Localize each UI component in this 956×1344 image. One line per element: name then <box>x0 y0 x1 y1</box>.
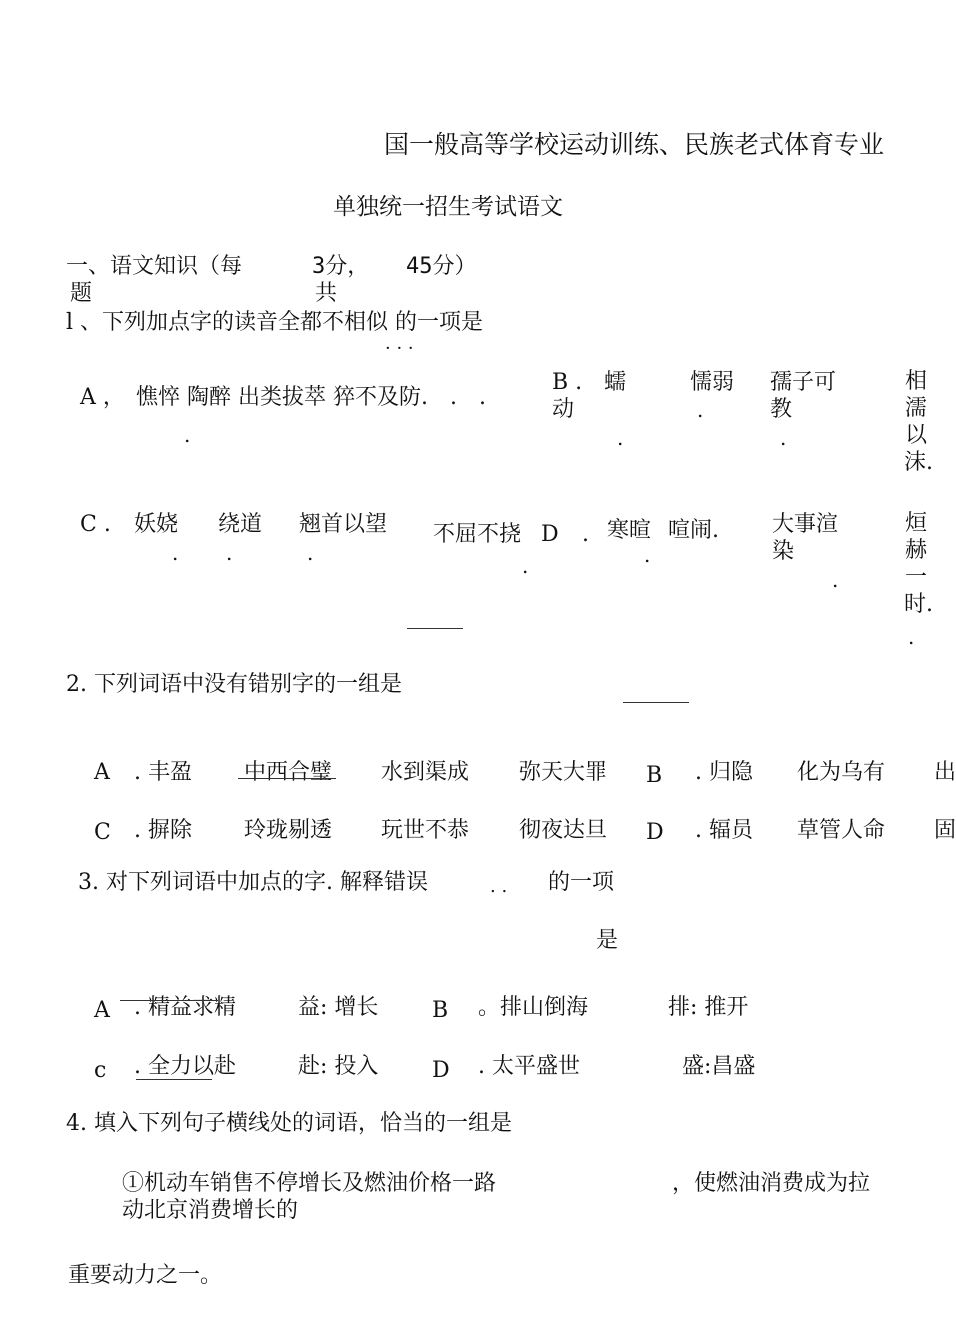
q1-option-b-vertical-word: 相濡以沫. <box>904 369 933 475</box>
q3-stem-dots: . . <box>490 876 508 897</box>
q1-option-c-word1: 妖娆 <box>134 512 179 537</box>
q3-option-b-label: B <box>432 998 449 1023</box>
section-heading: 一、语文知识（每 <box>66 254 243 279</box>
q4-item1-line2: 动北京消费增长的 <box>122 1198 299 1223</box>
q3-option-a-word: . 精益求精 <box>134 995 236 1020</box>
q3-option-d-label: D <box>432 1058 450 1083</box>
q1-option-b-word3: 孺子可 <box>770 370 837 395</box>
emphasis-dot: . <box>644 543 651 567</box>
q2-option-d-word2: 草管人命 <box>797 818 886 843</box>
q1-option-d-word3-cont: 染 <box>772 539 795 564</box>
q2-option-a-word3: 水到渠成 <box>381 760 470 785</box>
q2-option-d-label: D <box>646 820 664 845</box>
answer-blank-line <box>407 628 463 629</box>
section-heading-sub-ti: 题 <box>70 281 93 306</box>
emphasis-dot: . <box>184 423 191 447</box>
q2-option-b-label: B <box>646 763 663 788</box>
section-heading-sub-gong: 共 <box>315 281 338 306</box>
emphasis-dot: . <box>522 554 529 578</box>
q2-option-a-label: A <box>94 760 110 785</box>
section-heading-points: 3分， <box>312 254 370 279</box>
q1-option-d-word1: 寒暄 <box>607 518 652 543</box>
strike-mark <box>238 778 336 779</box>
q2-option-c-label: C <box>94 820 111 845</box>
q1-option-c-label: C . <box>80 512 111 537</box>
doc-title-line2: 单独统一招生考试语文 <box>333 194 563 220</box>
q1-option-d-dot: . <box>582 522 589 547</box>
emphasis-dot: . <box>832 568 839 592</box>
emphasis-dot: . <box>226 541 233 565</box>
q3-option-c-word: . 全力以赴 <box>134 1054 236 1079</box>
q2-option-a-word1: . 丰盈 <box>134 760 192 785</box>
q3-option-c-label: c <box>94 1058 107 1083</box>
q4-item1-cont: ，使燃油消费成为拉 <box>672 1171 871 1196</box>
emphasis-dot: . <box>697 398 704 422</box>
q3-option-b-explanation: 排: 推开 <box>668 995 749 1020</box>
underline-mark <box>136 1079 212 1080</box>
q2-option-d-word1: . 辐员 <box>695 818 753 843</box>
q2-option-c-word4: 彻夜达旦 <box>519 818 608 843</box>
q3-option-b-word: 。排山倒海 <box>478 995 589 1020</box>
q1-option-c-word2: 绕道 <box>218 512 263 537</box>
emphasis-dot: . <box>172 541 179 565</box>
q3-stem: 3. 对下列词语中加点的字. 解释错误 <box>78 870 428 895</box>
q3-stem-tail: 是 <box>596 928 619 953</box>
q1-option-d-word2: 喧闹. <box>668 518 719 543</box>
q1-option-d-vertical-word: 烜赫一时. <box>904 511 933 617</box>
q1-option-a-words: 憔悴 陶醉 出类拔萃 猝不及防. . . <box>136 385 486 410</box>
q1-option-b-word2: 懦弱 <box>690 370 735 395</box>
answer-blank-line <box>623 702 689 703</box>
doc-title-line1: 国一般高等学校运动训练、民族老式体育专业 <box>384 130 885 159</box>
q2-option-d-word3: 固 <box>934 818 956 843</box>
q1-option-b-word1-cont: 动 <box>552 397 575 422</box>
q3-option-d-word: . 太平盛世 <box>478 1054 580 1079</box>
q2-option-c-word3: 玩世不恭 <box>381 818 470 843</box>
emphasis-dot: . <box>617 426 624 450</box>
q1-option-d-word3: 大事渲 <box>772 512 839 537</box>
q1-option-d-label: D <box>541 522 559 547</box>
q2-option-c-word2: 玲珑剔透 <box>244 818 333 843</box>
q1-option-a-label: A ， <box>80 385 125 410</box>
q4-stem: 4. 填入下列句子横线处的词语，恰当的一组是 <box>66 1111 512 1136</box>
q2-option-a-word2: 中西合璧 <box>244 760 333 785</box>
q1-option-b-label: B . <box>552 370 583 395</box>
q2-option-b-word2: 化为乌有 <box>797 760 886 785</box>
q3-option-d-explanation: 盛:昌盛 <box>682 1054 756 1079</box>
q4-item1-line3: 重要动力之一。 <box>68 1263 223 1288</box>
strike-mark <box>120 1000 218 1001</box>
q1-option-c-word3: 翘首以望 <box>299 512 388 537</box>
emphasis-dot: . <box>780 426 787 450</box>
q3-stem-end: 的一项 <box>548 870 615 895</box>
q3-option-c-explanation: 赴: 投入 <box>298 1054 379 1079</box>
q4-item1: ①机动车销售不停增长及燃油价格一路 <box>122 1171 497 1196</box>
q3-option-a-label: A <box>94 998 110 1023</box>
q1-option-b-word1: 蠕 <box>604 370 627 395</box>
q1-stem: l 、下列加点字的读音全都不相似 的一项是 <box>66 310 484 335</box>
q3-option-a-explanation: 益: 增长 <box>298 995 379 1020</box>
q2-option-c-word1: . 摒除 <box>134 818 192 843</box>
section-heading-total: 45分） <box>406 254 477 279</box>
q1-option-c-word4: 不屈不挠 <box>433 522 522 547</box>
q2-option-b-word1: . 归隐 <box>695 760 753 785</box>
q2-option-b-word3: 出 <box>934 760 956 785</box>
q2-option-a-word4: 弥天大罪 <box>519 760 608 785</box>
emphasis-dot: . <box>307 541 314 565</box>
q1-emphasis-marks: · · · <box>385 338 414 359</box>
q1-option-b-word3-cont: 教 <box>770 397 793 422</box>
q2-stem: 2. 下列词语中没有错别字的一组是 <box>66 672 402 697</box>
emphasis-dot: . <box>908 625 915 649</box>
